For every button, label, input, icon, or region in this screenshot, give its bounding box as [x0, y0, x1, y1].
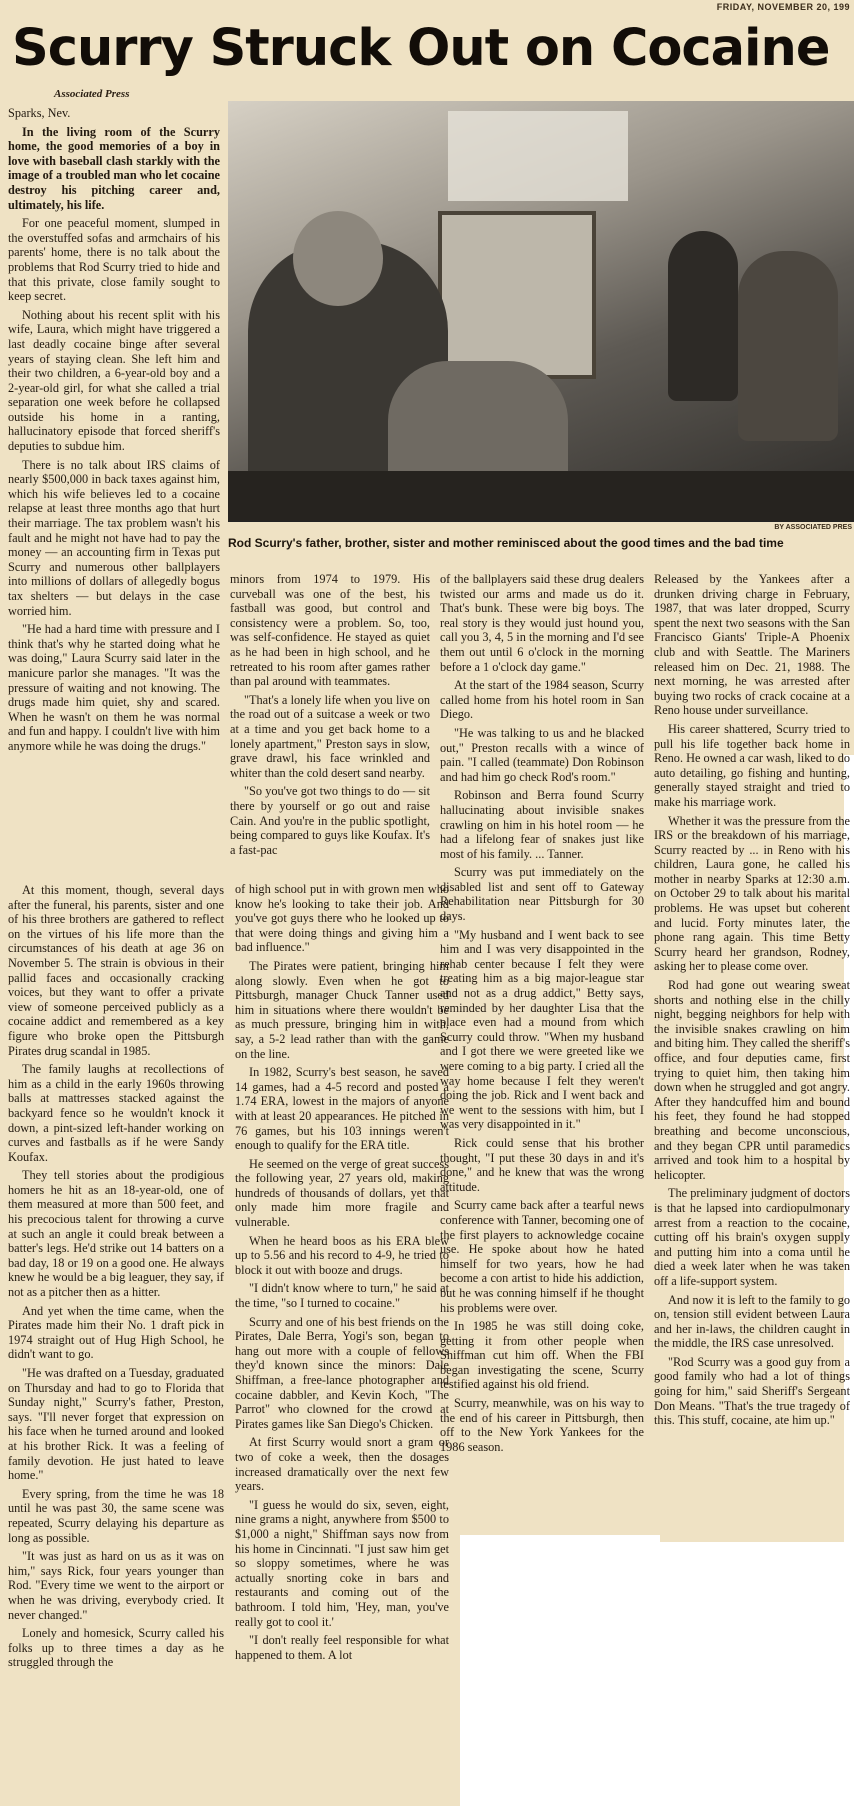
- column-1-bottom: [8, 883, 224, 1801]
- column-3: [440, 572, 644, 1532]
- paragraph: Rod had gone out wearing sweat shorts and nothing else in the chilly night, begging neighbors for help with the invisible snakes crawling on him and biting him. They called the sheriff's office, and four deputies came, first trying to quiet him, then taking him down when he struggled and got angry. After they handcuffed him and bound his feet, they found he had stopped breathing and become unconscious, and they began CPR until paramedics arrived and took him to a hospital by helicopter.: [654, 978, 850, 1182]
- paragraph: Scurry was put immediately on the disabled list and sent off to Gateway Rehabilitation near Pittsburgh for 30 days.: [440, 865, 644, 924]
- paragraph: In 1982, Scurry's best season, he saved 14 games, had a 4-5 record and posted a 1.74 ERA, lowest in the majors of anyone with at least 20 appearances. He pitched in 76 games, but his 103 innings weren't enough to qualify for the ERA title.: [235, 1065, 449, 1153]
- column-4: [654, 572, 850, 1540]
- paragraph: "That's a lonely life when you live on the road out of a suitcase a week or two at a time and you get back home to a lonely apartment," Preston says in slow, grave drawl, his face wrinkled and whiter than the cold desert sand nearby.: [230, 692, 430, 780]
- paragraph: Robinson and Berra found Scurry hallucinating about invisible snakes crawling on him in his hotel room — he had a lifelong fear of snakes just like most of his family. ... Tanner.: [440, 788, 644, 861]
- byline: Associated Press: [54, 88, 130, 100]
- paragraph: minors from 1974 to 1979. His curveball was one of the best, his fastball was good, but control and consistency were a problem. So, too, was self-confidence. He stayed as quiet as he had been in high school, and he retreated to his room after games rather than pal around with teammates.: [230, 572, 430, 689]
- paragraph: "I don't really feel responsible for what happened to them. A lot: [235, 1633, 449, 1662]
- paragraph: Released by the Yankees after a drunken driving charge in February, 1987, that was later dropped, Scurry spent the next two seasons with the San Francisco Giants' Triple-A Phoenix club and with Seattle. The Mariners released him on Dec. 21, 1988. The next morning, he was arrested after buying two rocks of crack cocaine at a Reno house under surveillance.: [654, 572, 850, 718]
- photo-frame: [438, 211, 596, 379]
- dateline: FRIDAY, NOVEMBER 20, 199: [716, 2, 850, 12]
- paragraph: Whether it was the pressure from the IRS or the breakdown of his marriage, Scurry reacted by ... in Reno with his children, Laura gone, he called his mother in nearby Sparks at 12:30 a.m. on October 29 to talk about his marital problems. He was upset but coherent and lucid. Forty minutes later, the phone rang again. This time Betty Scurry heard her grandson, Rodney, asking her to please come over.: [654, 813, 850, 974]
- photo-credit: BY ASSOCIATED PRES: [774, 524, 852, 531]
- paragraph: Scurry came back after a tearful news conference with Tanner, becoming one of the first players to acknowledge cocaine use. He spoke about how he hated himself for two years, how he had become a con artist to hide his addiction, but he was conning himself if he thought his problems were over.: [440, 1198, 644, 1315]
- paragraph: In the living room of the Scurry home, the good memories of a boy in love with baseball clash starkly with the image of a troubled man who let cocaine destroy his pitching career and, ultimately, his life.: [8, 124, 220, 212]
- paragraph: The Pirates were patient, bringing him along slowly. Even when he got to Pittsburgh, manager Chuck Tanner used him in situations where there wouldn't be as much pressure, bringing him in with, say, a 5-2 lead rather than with the game on the line.: [235, 958, 449, 1061]
- paragraph: "I guess he would do six, seven, eight, nine grams a night, anywhere from $500 to $1,000 a night," Shiffman says now from his home in Cincinnati. "I just saw him get so sloppy sometimes, where he was actually snorting coke in bars and restaurants and coming out of the bathroom. I told him, 'Hey, man, you've really got to cool it.': [235, 1497, 449, 1629]
- paragraph: Nothing about his recent split with his wife, Laura, which might have triggered a last deadly cocaine binge after several years of staying clean. She left him and their two children, a 6-year-old boy and a 2-year-old girl, for what she called a trial separation one week before he collapsed outside his home in a ranting, hallucinatory episode that forced sheriff's deputies to subdue him.: [8, 307, 220, 454]
- column-2-bottom: [235, 882, 449, 1802]
- paragraph: "I didn't know where to turn," he said at the time, "so I turned to cocaine.": [235, 1281, 449, 1311]
- paragraph: At the start of the 1984 season, Scurry called home from his hotel room in San Diego.: [440, 678, 644, 722]
- paragraph: Sparks, Nev.: [8, 106, 71, 120]
- photo-poster: [448, 111, 628, 201]
- paragraph: Scurry, meanwhile, was on his way to the end of his career in Pittsburgh, then off to the New York Yankees for the 1986 season.: [440, 1396, 644, 1454]
- paragraph: And yet when the time came, when the Pirates made him their No. 1 draft pick in 1974 straight out of Hug High School, he didn't want to go.: [8, 1303, 224, 1362]
- paragraph: "Rod Scurry was a good guy from a good family who had a lot of things going for him," said Sheriff's Sergeant Don Means. "That's the true tragedy of this. This stuff, cocaine, ate him up.": [654, 1354, 850, 1428]
- paragraph: When he heard boos as his ERA blew up to 5.56 and his record to 4-9, he tried to block it out with booze and drugs.: [235, 1233, 449, 1277]
- paragraph: of high school put in with grown men who know he's looking to take their job. And you've got guys there who he looked up to that were doing things and giving him a bad influence.": [235, 882, 449, 955]
- paragraph: The preliminary judgment of doctors is that he lapsed into cardiopulmonary arrest from a reaction to the cocaine, cutting off his brain's oxygen supply and putting him into a coma until he died a week later when he was taken off a life-support system.: [654, 1186, 850, 1288]
- paragraph: His career shattered, Scurry tried to pull his life together back home in Reno. He owned a car wash, liked to do auto detailing, go fishing and hunting, generally stayed straight and tried to make his marriage work.: [654, 721, 850, 809]
- paragraph: He seemed on the verge of great success the following year, 27 years old, making hundreds of thousands of dollars, yet that only made him more fragile and vulnerable.: [235, 1156, 449, 1230]
- paragraph: At this moment, though, several days after the funeral, his parents, sister and one of his three brothers are gathered to reflect on the virtues of his life more than the circumstances of his death at age 36 on November 5. The strain is obvious in their pallid faces and occasionally cracking voices, but they want to offer a private view of someone perceived publicly as a cocaine addict and remembered as a key figure who broke open the Pittsburgh Pirates drug scandal in 1985.: [8, 883, 224, 1058]
- paragraph: "He was talking to us and he blacked out," Preston recalls with a wince of pain. "I called (teammate) Don Robinson and had him go check Rod's room.": [440, 725, 644, 784]
- headline: Scurry Struck Out on Cocaine: [12, 19, 830, 78]
- column-2-top: [230, 572, 430, 874]
- paragraph: The family laughs at recollections of him as a child in the early 1960s throwing balls at mattresses stacked against the backyard fence so he wouldn't knock it down, a pint-sized left-hander working on curves and fastballs as if he were Sandy Koufax.: [8, 1062, 224, 1164]
- photo-figure-left-head: [293, 211, 383, 306]
- paragraph: "He was drafted on a Tuesday, graduated on Thursday and had to go to Florida that Sunday night," Scurry's father, Preston, says. "I'll never forget that expression on his face when he turned around and looked at his brother Rick. It was a feeling of family devotion. He just hated to leave home.": [8, 1366, 224, 1483]
- photo-figure-right-2: [738, 251, 838, 441]
- paragraph: "He had a hard time with pressure and I think that's why he started doing what he was doing," Laura Scurry said later in the manicure parlor she manages. "It was the pressure of waiting and not knowing. The drugs made him quiet, shy and scared. When he wasn't on them he was normal and fun and happy. I couldn't live with him anymore while he was doing the drugs.": [8, 622, 220, 753]
- news-photo: [228, 101, 854, 522]
- photo-figure-right-1: [668, 231, 738, 401]
- paragraph: "It was just as hard on us as it was on him," says Rick, four years younger than Rod. "Every time we went to the airport or when he was driving, everybody cried. It never changed.": [8, 1549, 224, 1622]
- paragraph: For one peaceful moment, slumped in the overstuffed sofas and armchairs of his parents' home, there is no talk about the problems that Rod Scurry tried to hide and that this private, close family sought to keep secret.: [8, 216, 220, 304]
- paragraph: They tell stories about the prodigious homers he hit as an 18-year-old, one of them measured at more than 500 feet, and his precocious talent for throwing a curve at such an angle it could break between a batter's legs. He'd strike out 14 batters on a bad day, 18 or 19 on a good one. He always knew he would be a big leaguer, they say, if not as a pitcher then as a hitter.: [8, 1168, 224, 1300]
- paragraph: Every spring, from the time he was 18 until he was past 30, the same scene was repeated, Scurry delaying his departure as long as possible.: [8, 1486, 224, 1545]
- paragraph: "My husband and I went back to see him and I was very disappointed in the rehab center because I felt they were treating him as a big major-league star and not as a drug addict," Betty says, reminded by her daughter Lisa that the place even had a mound from which Scurry could throw. "When my husband and I got there we were greeted like we were coming to a big party. I cried all the way home because I felt they weren't doing the job. Rick and I went back and we went to the sessions with him, but I was very disappointed in it.": [440, 927, 644, 1132]
- column-1-top: [8, 106, 220, 876]
- paragraph: At first Scurry would snort a gram or two of coke a week, then the dosages increased dramatically over the next few years.: [235, 1435, 449, 1494]
- paragraph: Lonely and homesick, Scurry called his folks up to three times a day as he struggled through the: [8, 1626, 224, 1670]
- photo-floor: [228, 471, 854, 521]
- paragraph: "So you've got two things to do — sit there by yourself or go out and raise Cain. And you're in the public spotlight, being compared to guys like Koufax. It's a fast-pac: [230, 784, 430, 857]
- photo-caption: Rod Scurry's father, brother, sister and mother reminisced about the good times and the bad time: [228, 536, 784, 550]
- paragraph: of the ballplayers said these drug dealers twisted our arms and made us do it. That's bunk. These were big boys. The real story is they would just hound you, call you 3, 4, 5 in the morning and I'd see them out until 6 o'clock in the morning before a 1 o'clock day game.": [440, 572, 644, 674]
- paragraph: Rick could sense that his brother thought, "I put these 30 days in and it's done," and he knew that was the wrong attitude.: [440, 1135, 644, 1194]
- paragraph: Scurry and one of his best friends on the Pirates, Dale Berra, Yogi's son, began to hang out more with a couple of fellows they'd known since the minors: Dale Shiffman, a free-lance photographer and cocaine dabbler, and Kevin Koch, "The Parrot" who clowned for the crowd at Pirates games like San Diego's Chicken.: [235, 1314, 449, 1431]
- paragraph: And now it is left to the family to go on, tension still evident between Laura and her in-laws, the children caught in the middle, the IRS case unresolved.: [654, 1292, 850, 1351]
- paragraph: In 1985 he was still doing coke, getting it from other people when Shiffman cut him off. When the FBI began investigating the scene, Scurry testified against his old friend.: [440, 1319, 644, 1392]
- paragraph: There is no talk about IRS claims of nearly $500,000 in back taxes against him, which his wife believes led to a cocaine relapse at least three months ago that hurt their marriage. The tax problem wasn't his fault and he might not have had to pay the money — an accounting firm in Texas put Scurry and numerous other ballplayers into millions of dollars of allegedly bogus tax shelters — but delays in the case worried him.: [8, 457, 220, 618]
